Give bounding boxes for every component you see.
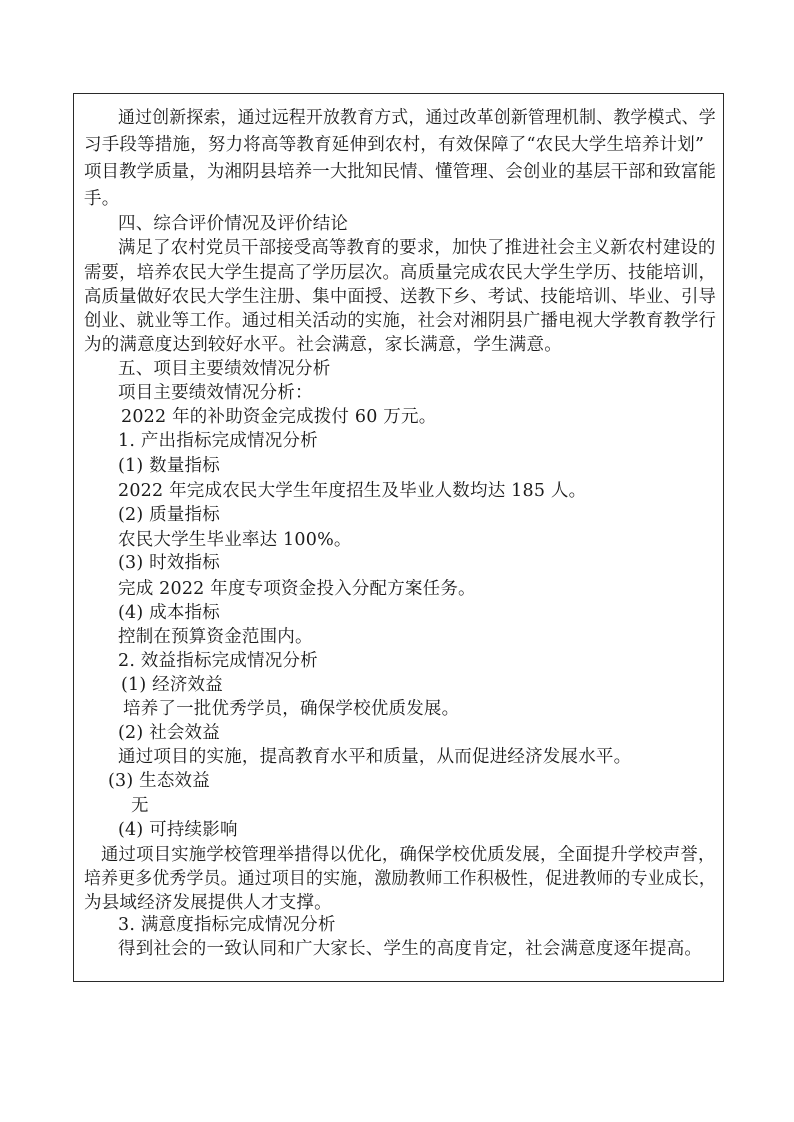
text-line: 培养更多优秀学员。通过项目的实施，激励教师工作积极性，促进教师的专业成长， xyxy=(84,869,716,889)
indicator-heading: (2) 质量指标 xyxy=(118,505,220,525)
text-line: 为的满意度达到较好水平。社会满意，家长满意，学生满意。 xyxy=(84,335,562,355)
text-line: 项目教学质量，为湘阴县培养一大批知民情、懂管理、会创业的基层干部和致富能 xyxy=(84,162,717,182)
indicator-heading: (4) 成本指标 xyxy=(118,603,220,623)
indicator-heading: (3) 时效指标 xyxy=(118,553,220,573)
text-line: 通过项目实施学校管理举措得以优化，确保学校优质发展，全面提升学校声誉， xyxy=(101,845,716,865)
indicator-heading: (2) 社会效益 xyxy=(118,723,220,743)
text-line: 2022 年完成农民大学生年度招生及毕业人数均达 185 人。 xyxy=(118,481,587,501)
text-line: 无 xyxy=(131,796,149,816)
text-line: 农民大学生毕业率达 100%。 xyxy=(118,530,352,550)
text-line: 培养了一批优秀学员，确保学校优质发展。 xyxy=(123,699,460,719)
text-line: 通过创新探索，通过远程开放教育方式，通过改革创新管理机制、教学模式、学 xyxy=(118,108,716,128)
text-line: 通过项目的实施，提高教育水平和质量，从而促进经济发展水平。 xyxy=(118,747,632,767)
text-line: 完成 2022 年度专项资金投入分配方案任务。 xyxy=(118,579,476,599)
text-line: 为县域经济发展提供人才支撑。 xyxy=(84,893,332,913)
subsection-heading: 2. 效益指标完成情况分析 xyxy=(118,651,318,671)
text-line: 控制在预算资金范围内。 xyxy=(118,627,313,647)
section-heading: 五、项目主要绩效情况分析 xyxy=(118,359,331,379)
indicator-heading: (4) 可持续影响 xyxy=(118,820,238,840)
text-line: 习手段等措施，努力将高等教育延伸到农村，有效保障了“农民大学生培养计划” xyxy=(84,135,705,155)
indicator-heading: (1) 经济效益 xyxy=(121,675,223,695)
text-line: 创业、就业等工作。通过相关活动的实施，社会对湘阴县广播电视大学教育教学行 xyxy=(84,311,717,331)
text-line: 项目主要绩效情况分析： xyxy=(118,383,313,403)
text-line: 手。 xyxy=(84,189,120,209)
subsection-heading: 3. 满意度指标完成情况分析 xyxy=(118,915,336,935)
indicator-heading: (1) 数量指标 xyxy=(118,456,220,476)
section-heading: 四、综合评价情况及评价结论 xyxy=(118,214,349,234)
text-line: 高质量做好农民大学生注册、集中面授、送教下乡、考试、技能培训、毕业、引导 xyxy=(84,287,717,307)
indicator-heading: (3) 生态效益 xyxy=(108,771,210,791)
subsection-heading: 1. 产出指标完成情况分析 xyxy=(118,431,318,451)
text-line: 得到社会的一致认同和广大家长、学生的高度肯定，社会满意度逐年提高。 xyxy=(118,939,703,959)
text-line: 需要，培养农民大学生提高了学历层次。高质量完成农民大学生学历、技能培训， xyxy=(84,263,717,283)
text-line: 2022 年的补助资金完成拨付 60 万元。 xyxy=(121,407,437,427)
text-line: 满足了农村党员干部接受高等教育的要求，加快了推进社会主义新农村建设的 xyxy=(118,238,716,258)
